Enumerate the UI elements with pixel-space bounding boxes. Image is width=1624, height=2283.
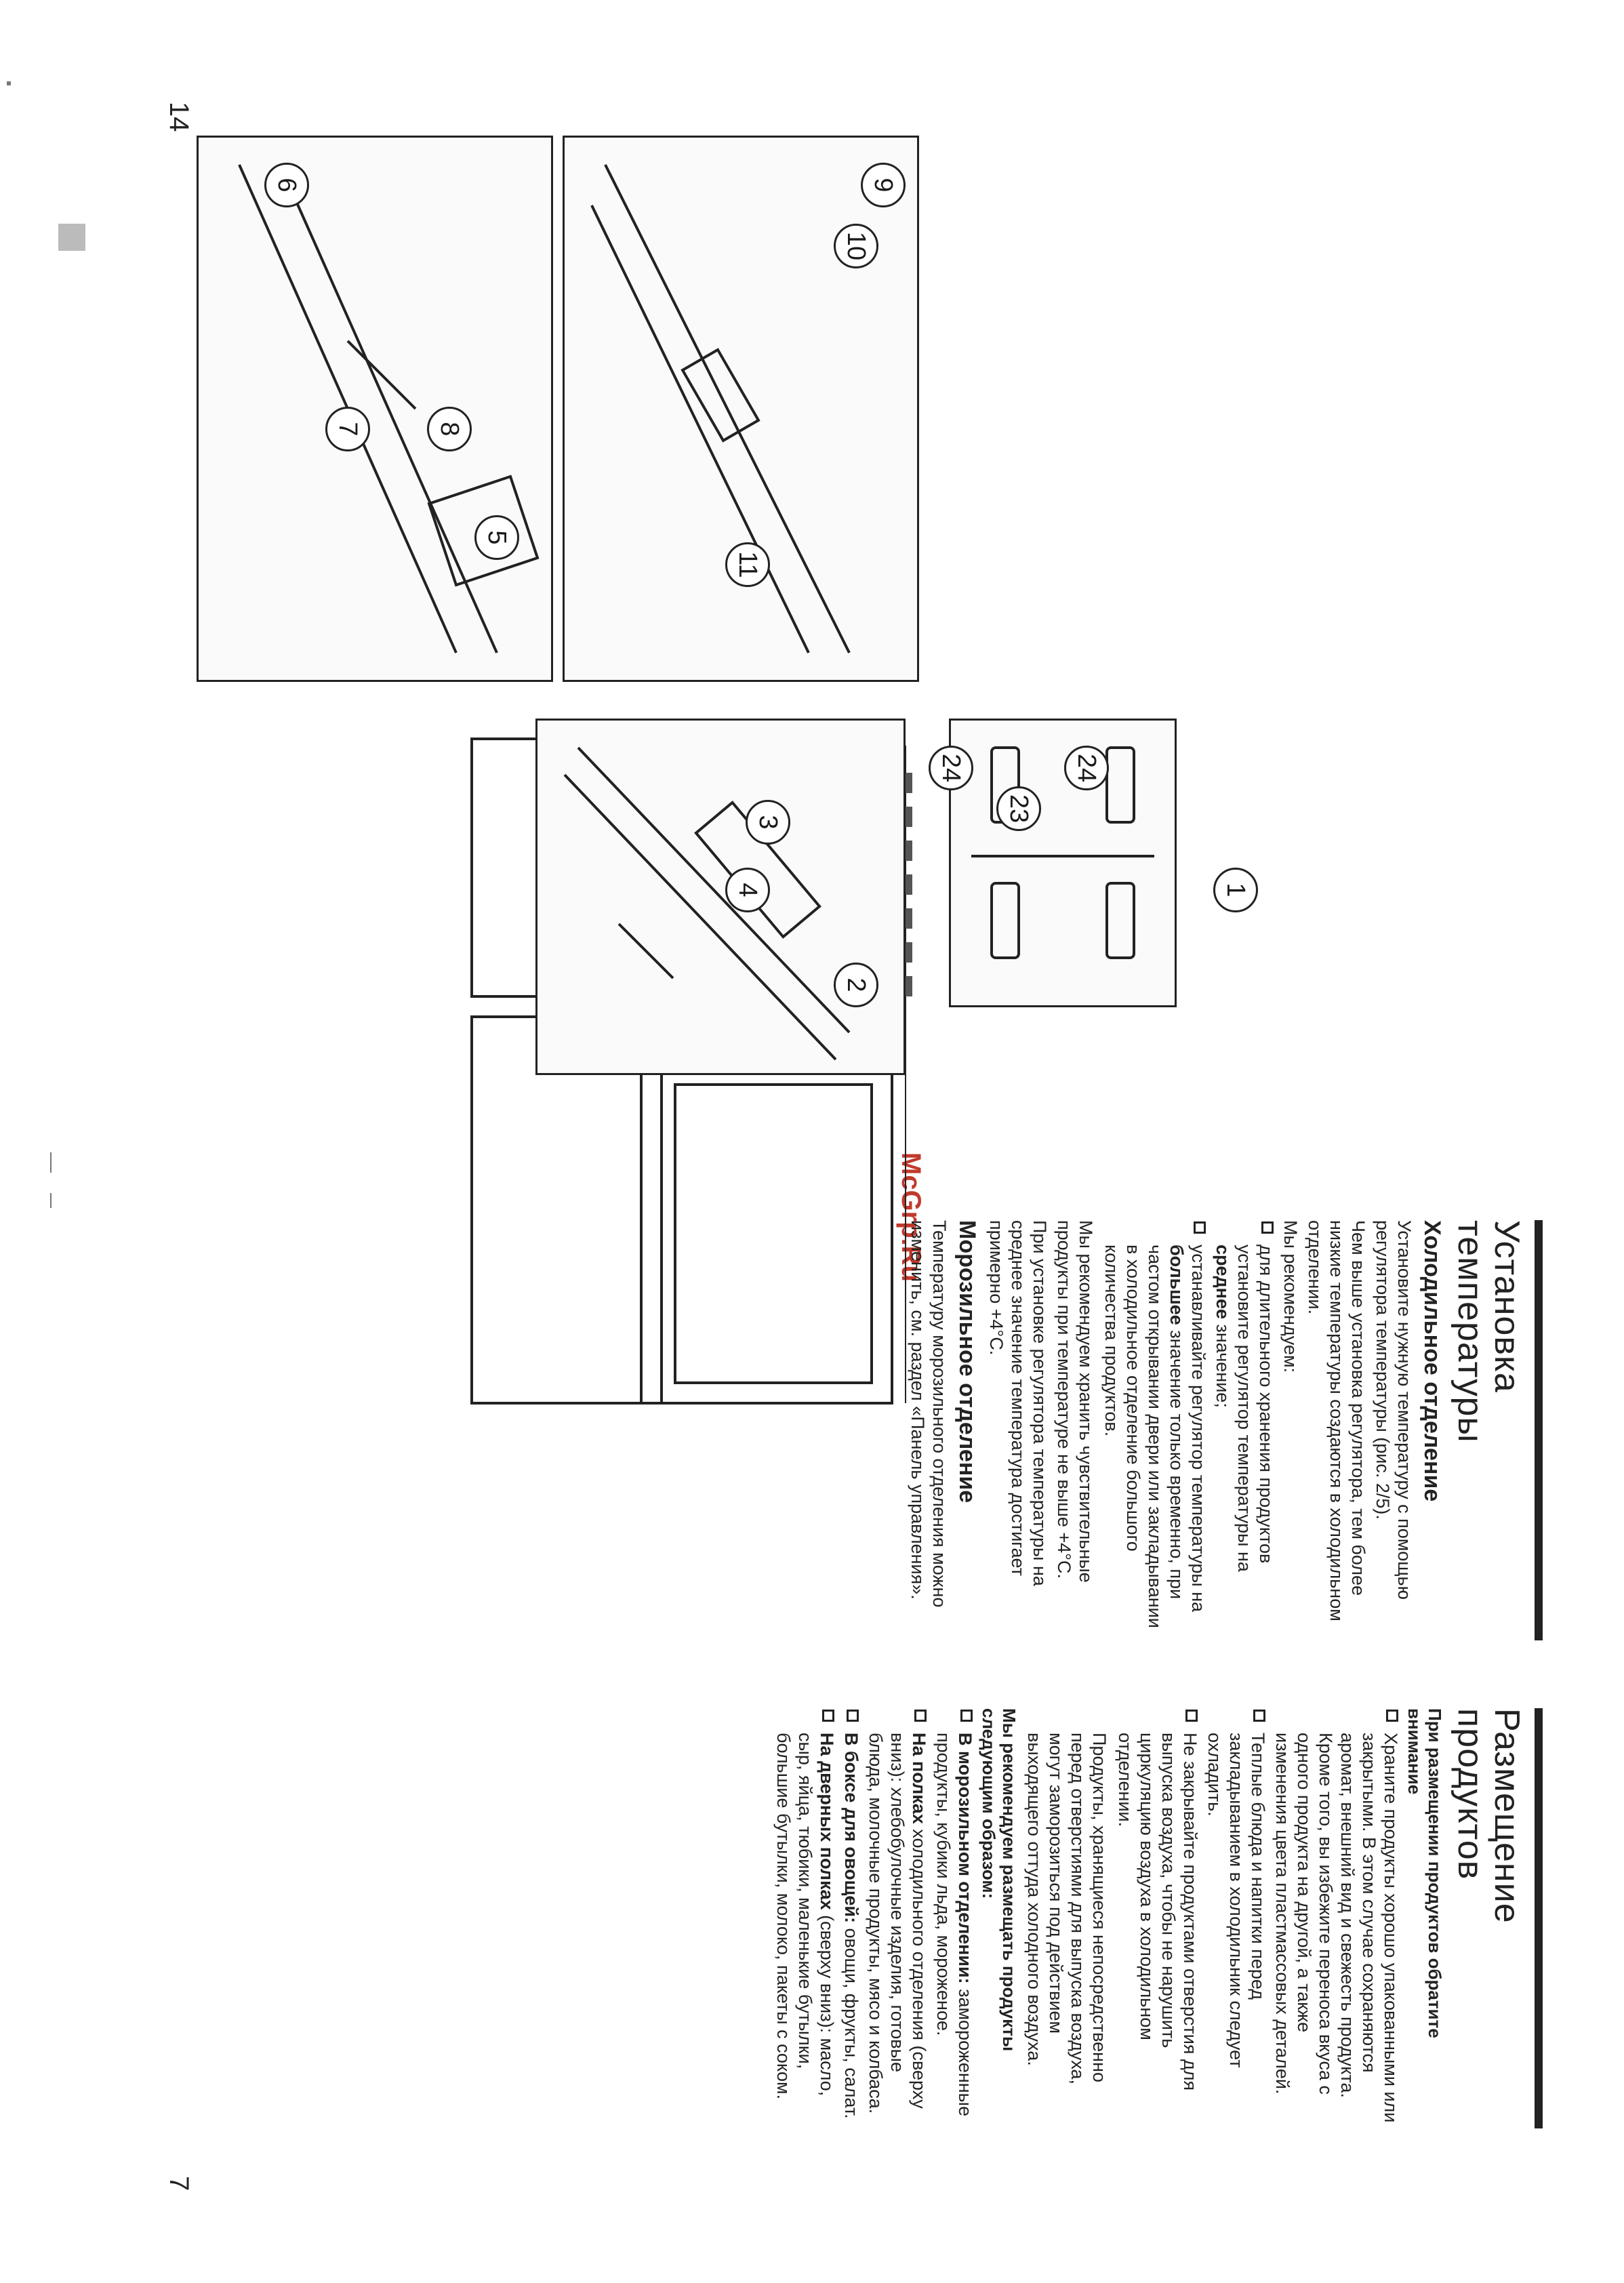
list-item: Теплые блюда и напитки перед закладыванием в холодильник следует охладить.: [1204, 1708, 1269, 2128]
callout-6: 6: [264, 163, 309, 207]
checkbox-bullet-icon: [1194, 1221, 1206, 1234]
checkbox-bullet-icon: [1386, 1710, 1398, 1722]
recommend-heading: Мы рекомендуем размещать продукты следующим образом:: [979, 1708, 1019, 2052]
list-item: На полках холодильного отделения (сверху вниз): хлебобулочные изделия, готовые блюда, молочные продукты, мясо и колбаса.: [865, 1708, 930, 2128]
list-item: В морозильном отделении: замороженные продукты, кубики льда, мороженое.: [933, 1708, 976, 2128]
freezer-text: Температуру морозильного отделения можно изменить, см. раздел «Панель управления».: [908, 1220, 950, 1608]
left-page-number: 14: [164, 102, 194, 132]
scan-speck: [58, 224, 85, 251]
checkbox-bullet-icon: [1261, 1221, 1274, 1234]
freezer-heading: Морозильное отделение: [954, 1220, 980, 1503]
handle-detail-panel: [949, 719, 1177, 1007]
attention-heading: При размещении продуктов обратите внимание: [1404, 1708, 1445, 2038]
watermark: McGrp.Ru: [896, 1152, 926, 1282]
callout-2: 2: [834, 963, 878, 1007]
list-item: Не закрывайте продуктами отверстия для выпуска воздуха, чтобы не нарушить циркуляцию воздуха в холодильном отделении.: [1114, 1708, 1201, 2128]
hinge-detail-panel: [535, 719, 906, 1075]
checkbox-bullet-icon: [822, 1710, 834, 1722]
door-mount-drawing: [565, 138, 917, 680]
callout-23: 23: [996, 786, 1041, 831]
recommend-label: Мы рекомендуем:: [1280, 1220, 1301, 1373]
checkbox-bullet-icon: [960, 1710, 973, 1722]
list-item: На дверных полках (сверху вниз): масло, сыр, яйца, тюбики, маленькие бутылки, большие бутылки, молоко, пакеты с соком.: [773, 1708, 838, 2128]
checkbox-bullet-icon: [914, 1710, 927, 1722]
callout-10: 10: [834, 224, 878, 268]
scan-speck: [50, 1193, 52, 1208]
placement-title: Размещение продуктов: [1450, 1708, 1526, 1924]
list-item: В боксе для овощей: овощи, фрукты, салат.: [840, 1708, 862, 2128]
fridge-tips-list: [1101, 1220, 1277, 1640]
temperature-title: Установка температуры: [1450, 1220, 1526, 1443]
fridge-heading: Холодильное отделение: [1419, 1220, 1445, 1502]
fridge-intro-2: Чем выше установка регулятора, тем более низкие температуры создаются в холодильном отделении.: [1305, 1220, 1368, 1621]
section-rule: [1535, 1708, 1543, 2128]
list-item: для длительного хранения продуктов установите регулятор температуры на среднее значение;: [1212, 1220, 1277, 1640]
placement-list: [773, 1708, 976, 2128]
scan-speck: [50, 1152, 52, 1173]
checkbox-bullet-icon: [847, 1710, 859, 1722]
callout-3: 3: [746, 800, 790, 845]
callout-9: 9: [861, 163, 906, 207]
temperature-section: [904, 1220, 1543, 1640]
callout-4: 4: [725, 868, 770, 912]
door-remove-drawing: [199, 138, 551, 680]
fridge-para-2: При установке регулятора температуры на среднее значение температура достигает примерно +4°С.: [986, 1220, 1050, 1586]
section-rule: [1535, 1220, 1543, 1640]
callout-24: 24: [1064, 746, 1109, 790]
callout-11: 11: [725, 542, 770, 587]
scan-speck: [7, 81, 11, 85]
fridge-intro: Установите нужную температуру с помощью регулятора температуры (рис. 2/5).: [1373, 1220, 1415, 1600]
callout-1: 1: [1213, 868, 1258, 912]
right-page-number: 7: [164, 2176, 194, 2191]
door-mount-panel: [563, 136, 919, 682]
attention-list: [1114, 1708, 1402, 2128]
list-item: Храните продукты хорошо упакованными или закрытыми. В этом случае сохраняются аромат, внешний вид и свежесть продукта. Кроме того, вы избежите переноса вкуса с одного продукта на другой, а также изменения цвета пластмассовых деталей.: [1272, 1708, 1402, 2128]
door-remove-panel: [197, 136, 553, 682]
placement-section: [769, 1708, 1543, 2128]
checkbox-bullet-icon: [1253, 1710, 1265, 1722]
callout-7: 7: [325, 407, 370, 451]
callout-24-b: 24: [929, 746, 973, 790]
list-item: устанавливайте регулятор температуры на большее значение только временно, при частом открывании двери или закладывании в холодильное отделение большого количества продуктов.: [1101, 1220, 1209, 1640]
checkbox-bullet-icon: [1185, 1710, 1198, 1722]
placement-para: Продукты, хранящиеся непосредственно перед отверстиями для выпуска воздуха, могут заморозиться под действием выходящего оттуда холодного воздуха.: [1024, 1733, 1110, 2085]
handle-drawing: [951, 721, 1175, 1005]
fridge-para-1: Мы рекомендуем хранить чувствительные продукты при температуре не выше +4°С.: [1054, 1220, 1096, 1583]
hinge-drawing: [537, 721, 904, 1073]
callout-8: 8: [427, 407, 472, 451]
callout-5: 5: [474, 515, 519, 560]
